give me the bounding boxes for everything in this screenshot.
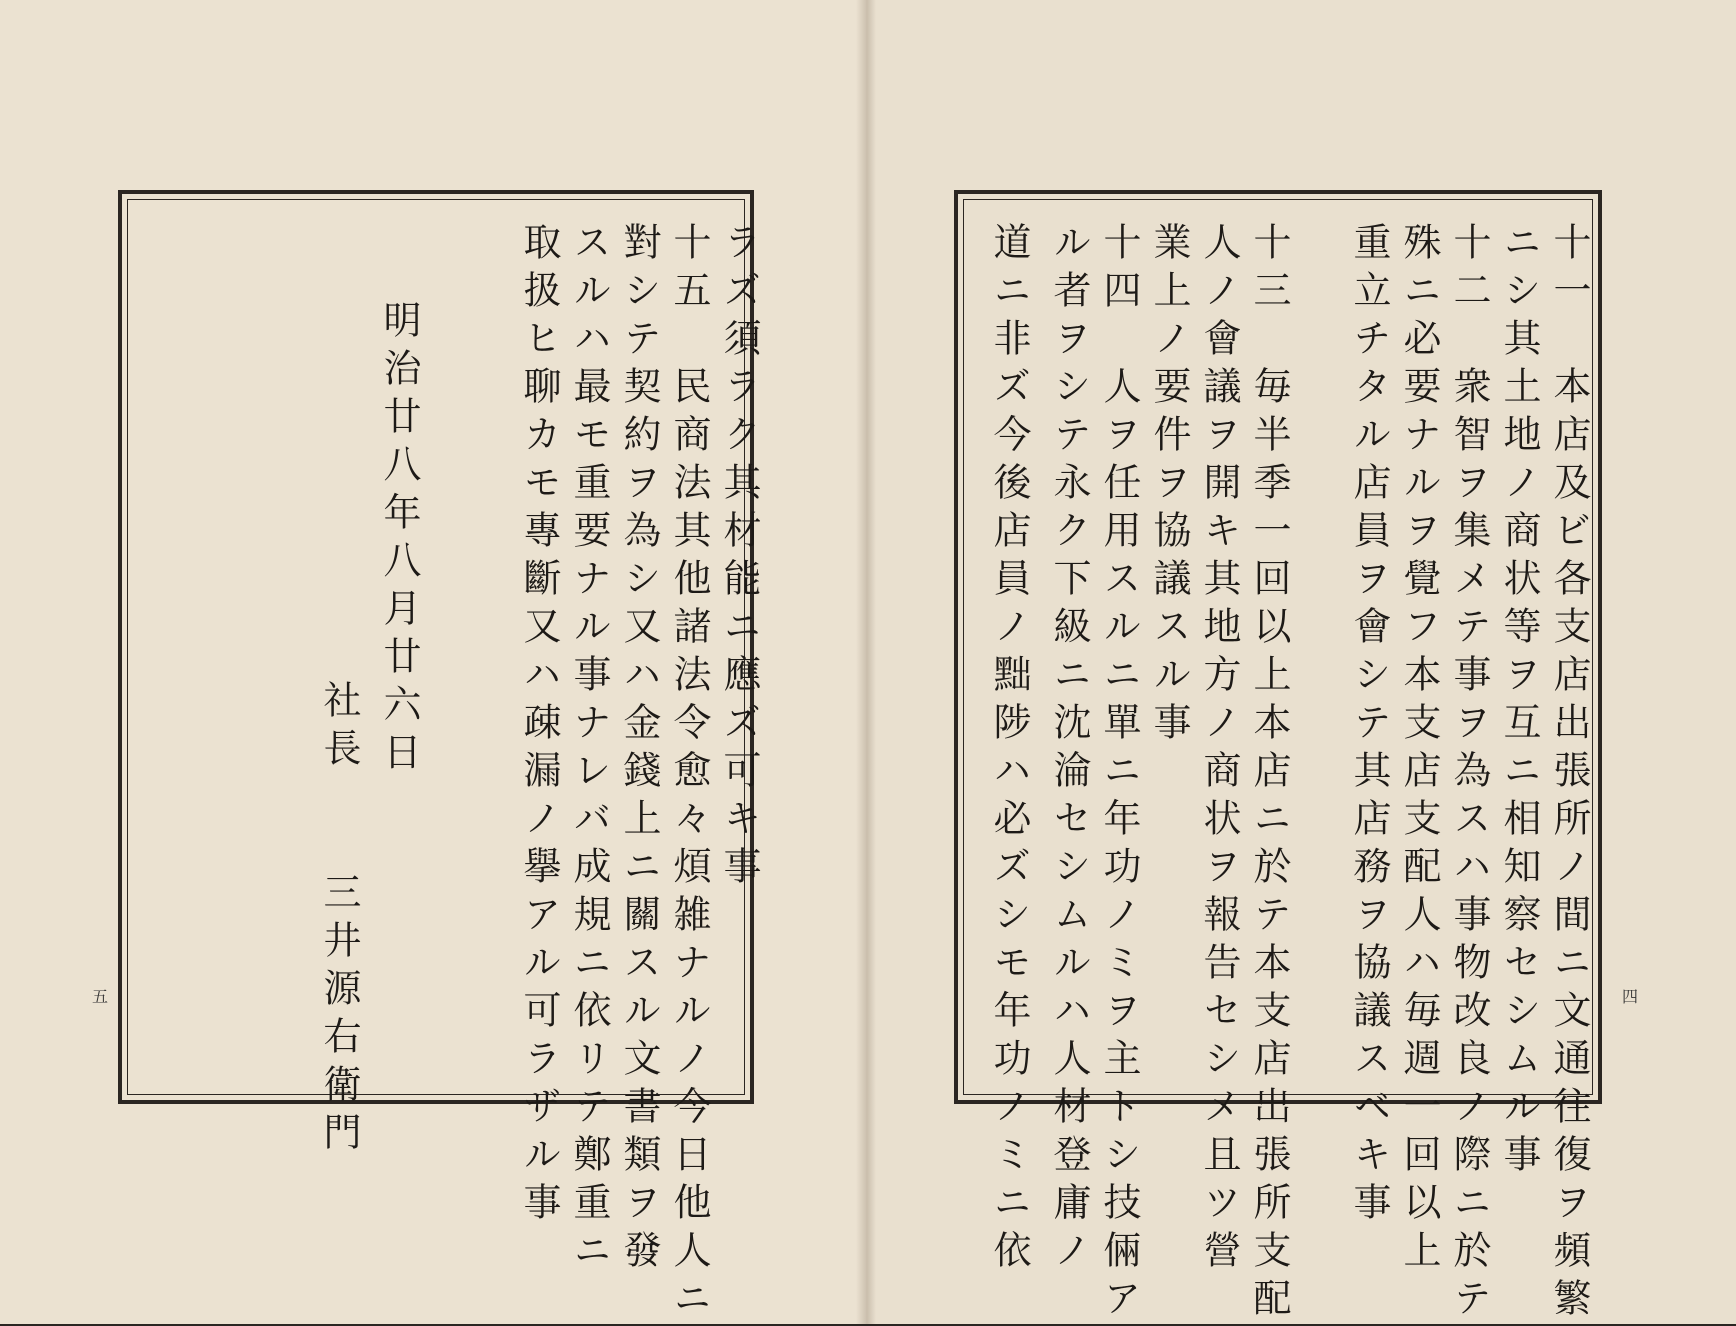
signature-line: 社長 三井源右衛門 [317,680,361,1160]
text-column: ニシ其土地ノ商状等ヲ互ニ相知察セシムル事 [1497,222,1541,1182]
page-number: 五 [92,987,109,1006]
text-column: 十四 人ヲ任用スルニ單ニ年功ノミヲ主トシ技倆ア [1097,222,1141,1326]
text-column: 道ニ非ズ今後店員ノ黜陟ハ必ズシモ年功ノミニ依 [987,222,1031,1278]
text-column: 十五 民商法其他諸法令愈々煩雑ナルノ今日他人ニ [667,222,711,1326]
text-column: 十二 衆智ヲ集メテ事ヲ為スハ事物改良ノ際ニ於テ [1447,222,1491,1326]
text-column: 殊ニ必要ナルヲ覺フ本支店支配人ハ毎週一回以上 [1397,222,1441,1278]
text-column: 人ノ會議ヲ開キ其地方ノ商状ヲ報告セシメ且ツ營 [1197,222,1241,1278]
text-column: 十一 本店及ビ各支店出張所ノ間ニ文通往復ヲ頻繁 [1547,222,1591,1326]
text-column: 取扱ヒ聊カモ專斷又ハ疎漏ノ擧アル可ラザル事 [517,222,561,1230]
binding-gutter [856,0,876,1324]
text-column: 對シテ契約ヲ為シ又ハ金錢上ニ關スル文書類ヲ發 [617,222,661,1278]
text-column: ル者ヲシテ永ク下級ニ沈淪セシムルハ人材登庸ノ [1047,222,1091,1278]
text-column: 重立チタル店員ヲ會シテ其店務ヲ協議スベキ事 [1347,222,1391,1230]
page-number: 四 [1622,987,1639,1006]
document-date: 明治廿八年八月廿六日 [377,300,421,780]
text-column: 業上ノ要件ヲ協議スル事 [1147,222,1191,750]
text-column: ラズ須ラク其材能ニ應ズ可キ事 [717,222,761,894]
text-column: スルハ最モ重要ナル事ナレバ成規ニ依リテ鄭重ニ [567,222,611,1278]
text-column: 十三 毎半季一回以上本店ニ於テ本支店出張所支配 [1247,222,1291,1326]
